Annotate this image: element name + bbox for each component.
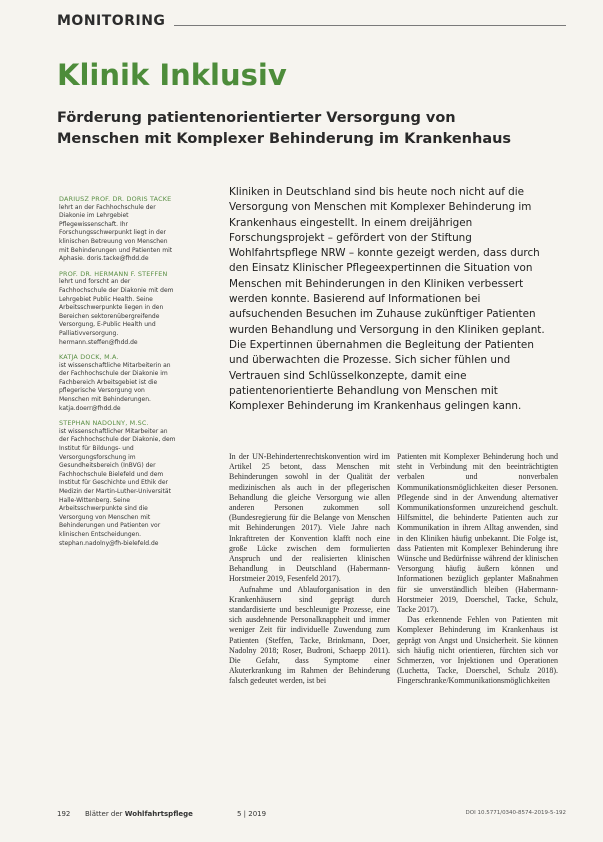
journal-title: Wohlfahrtspflege [124,810,193,818]
author-bio: ist wissenschaftliche Mitarbeiterin an der Fachhochschule der Diakonie im Fachbereich Arbeitsgebiet ist die pflegerische Versorgung von Menschen mit Behinderungen. katja.doerr@fhdd.de [59,361,171,412]
body-paragraph: In der UN-Behindertenrechtskonvention wird im Artikel 25 betont, dass Menschen mit Behinderungen sowohl in der Qualität der medizinischen als auch in der pflegerischen Behandlung die gleiche Versorgung wie allen anderen Personen zukommen soll (Bundesregierung für die Belange von Menschen mit Behinderungen 2017). Viele Jahre nach Inkrafttreten der Konvention klafft noch eine große Lücke zwischen dem formulierten Anspruch und der realisierten klinischen Behandlung in Deutschland (Habermann-Horstmeier 2019, Fesenfeld 2017). [229,452,390,584]
article-title: Klinik Inklusiv [57,58,287,92]
issue-number: 5 | 2019 [237,810,267,818]
body-paragraph: Aufnahme und Ablauforganisation in den Krankenhäusern sind geprägt durch standardisierte und beschleunigte Prozesse, eine sich ausdehnende Personalknappheit und immer weniger Zeit für individuelle Zuwendung zum Patienten (Steffen, Tacke, Brinkmann, Doer, Nadolny 2018; Roser, Budroni, Schaepp 2011). Die Gefahr, dass Symptome einer Akuterkrankung im Rahmen der Behinderung falsch gedeutet werden, ist bei [229,584,390,686]
author-entry [59,419,177,548]
author-bio: lehrt an der Fachhochschule der Diakonie im Lehrgebiet Pflegewissenschaft. Ihr Forschungsschwerpunkt liegt in der klinischen Betreuung von Menschen mit Behinderungen und Patienten mit Aphasie. doris.tacke@fhdd.de [59,203,173,263]
section-rule [174,25,566,26]
lead-paragraph: Kliniken in Deutschland sind bis heute noch nicht auf die Versorgung von Menschen mit Komplexer Behinderung im Krankenhaus eingestellt. In einem dreijährigen Forschungsprojekt – gefördert von der Stiftung Wohlfahrtspflege NRW – konnte gezeigt werden, dass durch den Einsatz Klinischer Pflegeexpertinnen die Situation von Menschen mit Behinderungen in den Kliniken verbessert werden konnte. Basierend auf Informationen bei aufsuchenden Besuchen im Zuhause zukünftiger Patienten wurden Behandlung und Versorgung in den Kliniken geplant. Die Expertinnen übernahmen die Begleitung der Patienten und überwachten die Prozesse. Sich sicher fühlen und Vertrauen sind Schlüsselkonzepte, damit eine patientenorientierte Behandlung von Menschen mit Komplexer Behinderung im Krankenhaus gelingen kann. [229,186,545,413]
body-column-2 [397,452,558,687]
body-paragraph: Das erkennende Fehlen von Patienten mit Komplexer Behinderung im Krankenhaus ist geprägt von Angst und Unsicherheit. Sie können sich häufig nicht orientieren, fürchten sich vor Schmerzen, vor Injektionen und Operationen (Luchetta, Tacke, Doerschel, Schulz 2018). Fingerschranke/Kommunikationsmöglichkeiten [397,615,558,686]
page-number: 192 [57,810,71,818]
author-name: STEPHAN NADOLNY, M.SC. [59,419,149,428]
doi-text: DOI 10.5771/0340-8574-2019-5-192 [465,810,566,816]
author-bio: ist wissenschaftlicher Mitarbeiter an der Fachhochschule der Diakonie, dem Institut für Bildungs- und Versorgungsforschung im Gesundheitsbereich (InBVG) der Fachhochschule Bielefeld und dem Institut für Geschichte und Ethik der Medizin der Martin-Luther-Universität Halle-Wittenberg. Seine Arbeitsschwerpunkte sind die Versorgung von Menschen mit Behinderungen und Patienten vor klinischen Entscheidungen. stephan.nadolny@fh-bielefeld.de [59,427,176,547]
journal-name [85,810,193,818]
author-bio: lehrt und forscht an der Fachhochschule der Diakonie mit dem Lehrgebiet Public Health. Seine Arbeitsschwerpunkte liegen in den Bereichen sektorenübergreifende Versorgung, E-Public Health und Palliativversorgung. hermann.steffen@fhdd.de [59,278,174,346]
article-subtitle: Förderung patientenorientierter Versorgung von Menschen mit Komplexer Behinderung im Krankenhaus [57,110,512,147]
author-entry [59,270,177,347]
body-column-1 [229,452,390,687]
section-label: MONITORING [57,13,166,29]
author-name: KATJA DOCK, M.A. [59,353,119,362]
author-name: PROF. DR. HERMANN F. STEFFEN [59,269,168,278]
author-sidebar [59,195,177,554]
body-paragraph: Patienten mit Komplexer Behinderung hoch und steht in Verbindung mit den beeinträchtigten verbalen und nonverbalen Kommunikationsmöglichkeiten dieser Personen. Pflegende sind in der Anwendung alternativer Kommunikationsformen unzureichend geschult. Hilfsmittel, die behinderte Patienten auch zur Kommunikation in ihrem Alltag anwenden, sind in den Kliniken häufig unbekannt. Die Folge ist, dass Patienten mit Komplexer Behinderung ihre Wünsche und Bedürfnisse während der klinischen Versorgung häufig äußern können und Informationen bezüglich geplanter Maßnahmen für sie unverständlich bleiben (Habermann-Horstmeier 2019, Doerschel, Tacke, Schulz, Tacke 2017). [397,452,558,615]
journal-prefix: Blätter der [85,810,125,818]
author-entry [59,353,177,413]
author-entry [59,195,177,264]
author-name: DARIUSZ PROF. DR. DORIS TACKE [59,195,172,203]
